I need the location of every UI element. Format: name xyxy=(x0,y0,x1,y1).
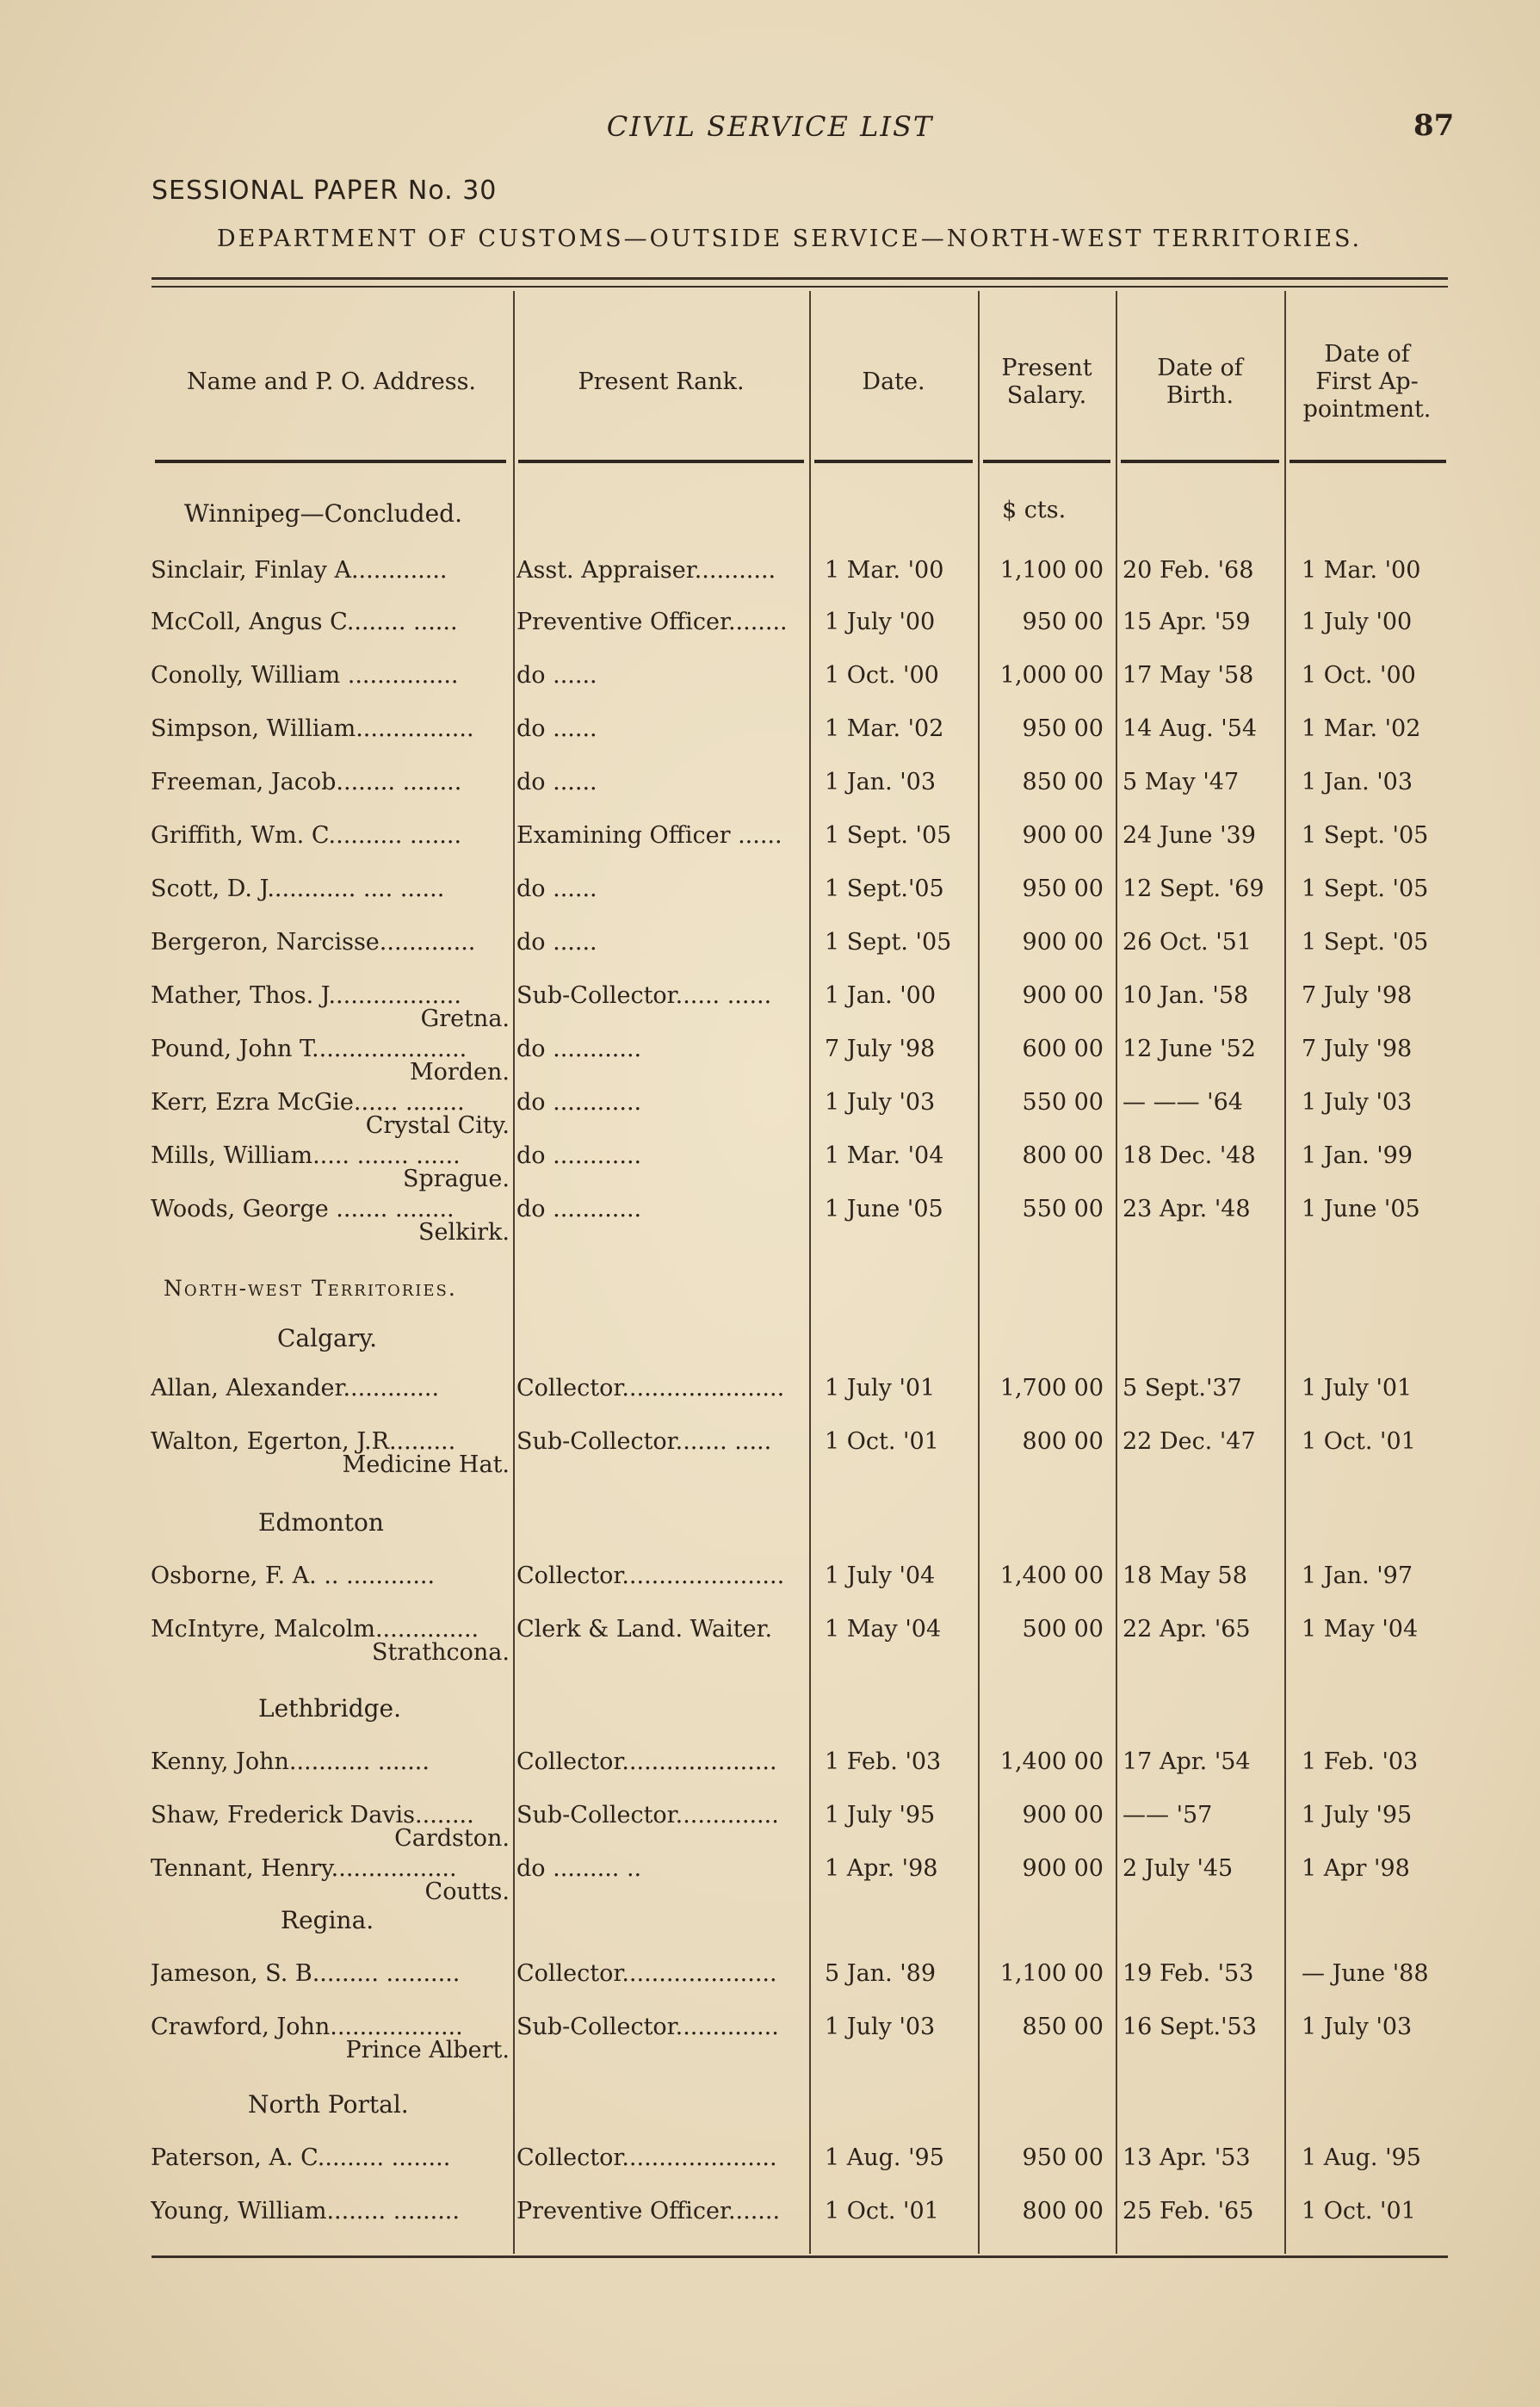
cell-first: 7 July '98 xyxy=(1302,1036,1413,1062)
cell-first: 1 Apr '98 xyxy=(1302,1855,1410,1882)
header-rank: Present Rank. xyxy=(578,368,745,395)
cell-rank: Sub-Collector...... ...... xyxy=(516,982,772,1009)
cell-date: 1 Feb. '03 xyxy=(825,1748,942,1775)
cell-first: 1 Sept. '05 xyxy=(1302,876,1429,902)
cell-rank: Asst. Appraiser........... xyxy=(516,557,776,584)
employee-name: Paterson, A. C......... ........ xyxy=(151,2144,451,2171)
post-office-address: Crystal City. xyxy=(365,1112,510,1139)
cell-salary: 950 00 xyxy=(1022,2144,1104,2171)
cell-rank: do ......... .. xyxy=(516,1855,642,1882)
cell-birth: 17 Apr. '54 xyxy=(1123,1748,1251,1775)
cell-date: 1 Oct. '01 xyxy=(825,2198,939,2224)
employee-name: Woods, George ....... ........ xyxy=(151,1196,455,1222)
cell-rank: Collector..................... xyxy=(516,2144,777,2171)
cell-first: — June '88 xyxy=(1302,1960,1429,1987)
header-rule xyxy=(1121,460,1279,463)
post-office-address: Cardston. xyxy=(394,1825,510,1852)
employee-name: Kerr, Ezra McGie...... ........ xyxy=(151,1089,465,1116)
bottom-rule xyxy=(152,2255,1448,2258)
cell-salary: 600 00 xyxy=(1022,1036,1104,1062)
sessional-paper-label: SESSIONAL PAPER No. 30 xyxy=(152,176,498,206)
cell-date: 1 July '03 xyxy=(825,2014,936,2040)
header-first-appointment xyxy=(1286,341,1448,424)
header-rule xyxy=(983,460,1110,463)
employee-name: Tennant, Henry................. xyxy=(151,1855,457,1882)
cell-first: 1 Feb. '03 xyxy=(1302,1748,1419,1775)
cell-rank: do ...... xyxy=(516,929,597,956)
cell-date: 1 Mar. '02 xyxy=(825,715,944,742)
currency-label: $ cts. xyxy=(1002,497,1067,523)
cell-salary: 1,400 00 xyxy=(999,1562,1104,1589)
employee-name: Jameson, S. B......... .......... xyxy=(151,1960,461,1987)
employee-name: Pound, John T..................... xyxy=(151,1036,467,1062)
cell-rank: do ............ xyxy=(516,1089,642,1116)
header-rule xyxy=(518,460,804,463)
cell-rank: do ...... xyxy=(516,662,597,689)
cell-rank: do ...... xyxy=(516,715,597,742)
cell-first: 1 July '95 xyxy=(1302,1802,1413,1828)
cell-rank: Preventive Officer........ xyxy=(516,609,788,635)
post-office-address: Sprague. xyxy=(402,1166,510,1192)
cell-salary: 800 00 xyxy=(1022,2198,1104,2224)
cell-rank: Collector...................... xyxy=(516,1375,785,1402)
cell-salary: 1,100 00 xyxy=(999,557,1104,584)
cell-salary: 1,100 00 xyxy=(999,1960,1104,1987)
post-office-address: Medicine Hat. xyxy=(342,1451,510,1478)
employee-name: Scott, D. J............ .... ...... xyxy=(151,876,445,902)
cell-salary: 950 00 xyxy=(1022,715,1104,742)
cell-date: 1 July '03 xyxy=(825,1089,936,1116)
cell-birth: 12 Sept. '69 xyxy=(1123,876,1265,902)
post-office-address: Prince Albert. xyxy=(345,2037,510,2064)
cell-birth: 25 Feb. '65 xyxy=(1123,2198,1254,2224)
cell-first: 1 Mar. '00 xyxy=(1302,557,1421,584)
header-rule xyxy=(814,460,973,463)
cell-date: 1 Sept. '05 xyxy=(825,822,952,849)
employee-name: Shaw, Frederick Davis........ xyxy=(151,1802,474,1828)
cell-birth: 22 Apr. '65 xyxy=(1123,1616,1251,1643)
cell-salary: 800 00 xyxy=(1022,1428,1104,1455)
section-lethbridge: Lethbridge. xyxy=(258,1694,402,1723)
section-winnipeg: Winnipeg—Concluded. xyxy=(184,499,462,528)
employee-name: Mills, William..... ....... ...... xyxy=(151,1142,461,1169)
column-divider xyxy=(1116,291,1117,2254)
cell-date: 5 Jan. '89 xyxy=(825,1960,937,1987)
cell-first: 1 June '05 xyxy=(1302,1196,1420,1222)
post-office-address: Strathcona. xyxy=(371,1639,510,1666)
cell-birth: 18 May 58 xyxy=(1123,1562,1247,1589)
cell-salary: 850 00 xyxy=(1022,2014,1104,2040)
cell-date: 1 Sept.'05 xyxy=(825,876,944,902)
cell-birth: 20 Feb. '68 xyxy=(1123,557,1254,584)
header-first-line: pointment. xyxy=(1302,396,1432,423)
cell-salary: 900 00 xyxy=(1022,1802,1104,1828)
employee-name: Young, William........ ......... xyxy=(151,2198,460,2224)
cell-rank: Preventive Officer....... xyxy=(516,2198,781,2224)
cell-birth: 17 May '58 xyxy=(1123,662,1254,689)
cell-first: 1 July '03 xyxy=(1302,1089,1413,1116)
page-number: 87 xyxy=(1413,108,1455,143)
cell-birth: 19 Feb. '53 xyxy=(1123,1960,1254,1987)
cell-salary: 900 00 xyxy=(1022,982,1104,1009)
cell-rank: do ............ xyxy=(516,1196,642,1222)
cell-birth: —— '57 xyxy=(1123,1802,1213,1828)
cell-first: 1 Oct. '01 xyxy=(1302,1428,1416,1455)
cell-date: 1 July '00 xyxy=(825,609,936,635)
cell-date: 1 Mar. '04 xyxy=(825,1142,944,1169)
cell-salary: 1,400 00 xyxy=(999,1748,1104,1775)
cell-salary: 1,700 00 xyxy=(999,1375,1104,1402)
column-divider xyxy=(513,291,515,2254)
cell-rank: Sub-Collector.............. xyxy=(516,2014,779,2040)
cell-date: 7 July '98 xyxy=(825,1036,936,1062)
header-rule xyxy=(1290,460,1446,463)
cell-rank: Collector..................... xyxy=(516,1748,777,1775)
cell-salary: 800 00 xyxy=(1022,1142,1104,1169)
cell-birth: 10 Jan. '58 xyxy=(1123,982,1249,1009)
cell-salary: 950 00 xyxy=(1022,876,1104,902)
cell-birth: 13 Apr. '53 xyxy=(1123,2144,1251,2171)
employee-name: Freeman, Jacob........ ........ xyxy=(151,769,462,795)
cell-rank: Collector...................... xyxy=(516,1562,785,1589)
header-name: Name and P. O. Address. xyxy=(186,368,477,395)
cell-salary: 550 00 xyxy=(1022,1089,1104,1116)
header-salary-line: Salary. xyxy=(1006,382,1087,409)
cell-salary: 850 00 xyxy=(1022,769,1104,795)
section-north-west-territories: North-west Territories. xyxy=(164,1276,457,1301)
cell-first: 1 Oct. '01 xyxy=(1302,2198,1416,2224)
cell-first: 1 Sept. '05 xyxy=(1302,929,1429,956)
employee-name: Sinclair, Finlay A............. xyxy=(151,557,448,584)
cell-salary: 550 00 xyxy=(1022,1196,1104,1222)
cell-first: 1 July '03 xyxy=(1302,2014,1413,2040)
department-title: DEPARTMENT OF CUSTOMS—OUTSIDE SERVICE—NORTH-WEST TERRITORIES. xyxy=(217,226,1363,252)
employee-name: Allan, Alexander............. xyxy=(151,1375,440,1402)
cell-birth: 12 June '52 xyxy=(1123,1036,1256,1062)
cell-rank: Sub-Collector....... ..... xyxy=(516,1428,772,1455)
cell-date: 1 Oct. '01 xyxy=(825,1428,939,1455)
employee-name: McIntyre, Malcolm.............. xyxy=(151,1616,479,1643)
cell-birth: 24 June '39 xyxy=(1123,822,1256,849)
header-birth xyxy=(1117,355,1283,410)
section-regina: Regina. xyxy=(281,1906,374,1934)
cell-date: 1 Oct. '00 xyxy=(825,662,939,689)
cell-date: 1 Jan. '00 xyxy=(825,982,937,1009)
employee-name: Simpson, William................ xyxy=(151,715,474,742)
header-salary xyxy=(980,355,1114,410)
cell-first: 1 July '00 xyxy=(1302,609,1413,635)
employee-name: Osborne, F. A. .. ............ xyxy=(151,1562,436,1589)
cell-date: 1 Jan. '03 xyxy=(825,769,937,795)
section-north-portal: North Portal. xyxy=(248,2090,409,2119)
cell-salary: 1,000 00 xyxy=(999,662,1104,689)
cell-date: 1 July '04 xyxy=(825,1562,936,1589)
header-rule xyxy=(155,460,506,463)
cell-rank: Collector..................... xyxy=(516,1960,777,1987)
cell-date: 1 June '05 xyxy=(825,1196,943,1222)
top-rule-second xyxy=(152,286,1448,288)
cell-rank: Examining Officer ...... xyxy=(516,822,782,849)
cell-rank: do ...... xyxy=(516,876,597,902)
cell-rank: do ...... xyxy=(516,769,597,795)
post-office-address: Coutts. xyxy=(424,1878,510,1905)
cell-rank: do ............ xyxy=(516,1142,642,1169)
section-edmonton: Edmonton xyxy=(258,1508,384,1537)
employee-name: McColl, Angus C........ ...... xyxy=(151,609,458,635)
cell-rank: Clerk & Land. Waiter. xyxy=(516,1616,773,1643)
cell-rank: Sub-Collector.............. xyxy=(516,1802,779,1828)
cell-birth: 18 Dec. '48 xyxy=(1123,1142,1256,1169)
cell-salary: 900 00 xyxy=(1022,1855,1104,1882)
cell-rank: do ............ xyxy=(516,1036,642,1062)
post-office-address: Gretna. xyxy=(420,1005,510,1032)
cell-birth: 14 Aug. '54 xyxy=(1123,715,1258,742)
employee-name: Mather, Thos. J.................. xyxy=(151,982,461,1009)
cell-salary: 500 00 xyxy=(1022,1616,1104,1643)
cell-birth: 23 Apr. '48 xyxy=(1123,1196,1251,1222)
cell-first: 1 Jan. '97 xyxy=(1302,1562,1413,1589)
employee-name: Bergeron, Narcisse............. xyxy=(151,929,476,956)
top-rule xyxy=(152,277,1448,280)
employee-name: Griffith, Wm. C.......... ....... xyxy=(151,822,462,849)
cell-first: 1 May '04 xyxy=(1302,1616,1419,1643)
cell-salary: 900 00 xyxy=(1022,929,1104,956)
employee-name: Conolly, William ............... xyxy=(151,662,459,689)
header-birth-line: Birth. xyxy=(1166,382,1234,409)
cell-birth: 22 Dec. '47 xyxy=(1123,1428,1256,1455)
cell-birth: 15 Apr. '59 xyxy=(1123,609,1251,635)
cell-first: 1 Jan. '03 xyxy=(1302,769,1413,795)
employee-name: Crawford, John.................. xyxy=(151,2014,463,2040)
cell-date: 1 May '04 xyxy=(825,1616,942,1643)
cell-date: 1 July '95 xyxy=(825,1802,936,1828)
cell-date: 1 Mar. '00 xyxy=(825,557,944,584)
header-first-line: First Ap- xyxy=(1315,368,1419,395)
cell-salary: 950 00 xyxy=(1022,609,1104,635)
cell-date: 1 Aug. '95 xyxy=(825,2144,944,2171)
cell-first: 1 Sept. '05 xyxy=(1302,822,1429,849)
cell-birth: 5 May '47 xyxy=(1123,769,1240,795)
header-birth-line: Date of xyxy=(1157,355,1243,381)
section-calgary: Calgary. xyxy=(277,1324,378,1352)
cell-first: 1 Mar. '02 xyxy=(1302,715,1421,742)
cell-birth: — —— '64 xyxy=(1123,1089,1243,1116)
column-divider xyxy=(1284,291,1286,2254)
cell-salary: 900 00 xyxy=(1022,822,1104,849)
header-salary-line: Present xyxy=(1001,355,1092,381)
cell-first: 1 July '01 xyxy=(1302,1375,1413,1402)
cell-birth: 16 Sept.'53 xyxy=(1123,2014,1257,2040)
employee-name: Walton, Egerton, J.R......... xyxy=(151,1428,456,1455)
cell-birth: 2 July '45 xyxy=(1123,1855,1234,1882)
cell-birth: 5 Sept.'37 xyxy=(1123,1375,1242,1402)
cell-date: 1 July '01 xyxy=(825,1375,936,1402)
employee-name: Kenny, John........... ....... xyxy=(151,1748,430,1775)
cell-first: 1 Aug. '95 xyxy=(1302,2144,1421,2171)
cell-date: 1 Sept. '05 xyxy=(825,929,952,956)
cell-date: 1 Apr. '98 xyxy=(825,1855,938,1882)
column-divider xyxy=(809,291,811,2254)
cell-birth: 26 Oct. '51 xyxy=(1123,929,1252,956)
running-title: CIVIL SERVICE LIST xyxy=(606,110,934,143)
post-office-address: Morden. xyxy=(409,1059,510,1086)
cell-first: 1 Jan. '99 xyxy=(1302,1142,1413,1169)
header-first-line: Date of xyxy=(1324,341,1410,368)
post-office-address: Selkirk. xyxy=(418,1219,510,1246)
cell-first: 7 July '98 xyxy=(1302,982,1413,1009)
header-date: Date. xyxy=(862,368,925,395)
cell-first: 1 Oct. '00 xyxy=(1302,662,1416,689)
